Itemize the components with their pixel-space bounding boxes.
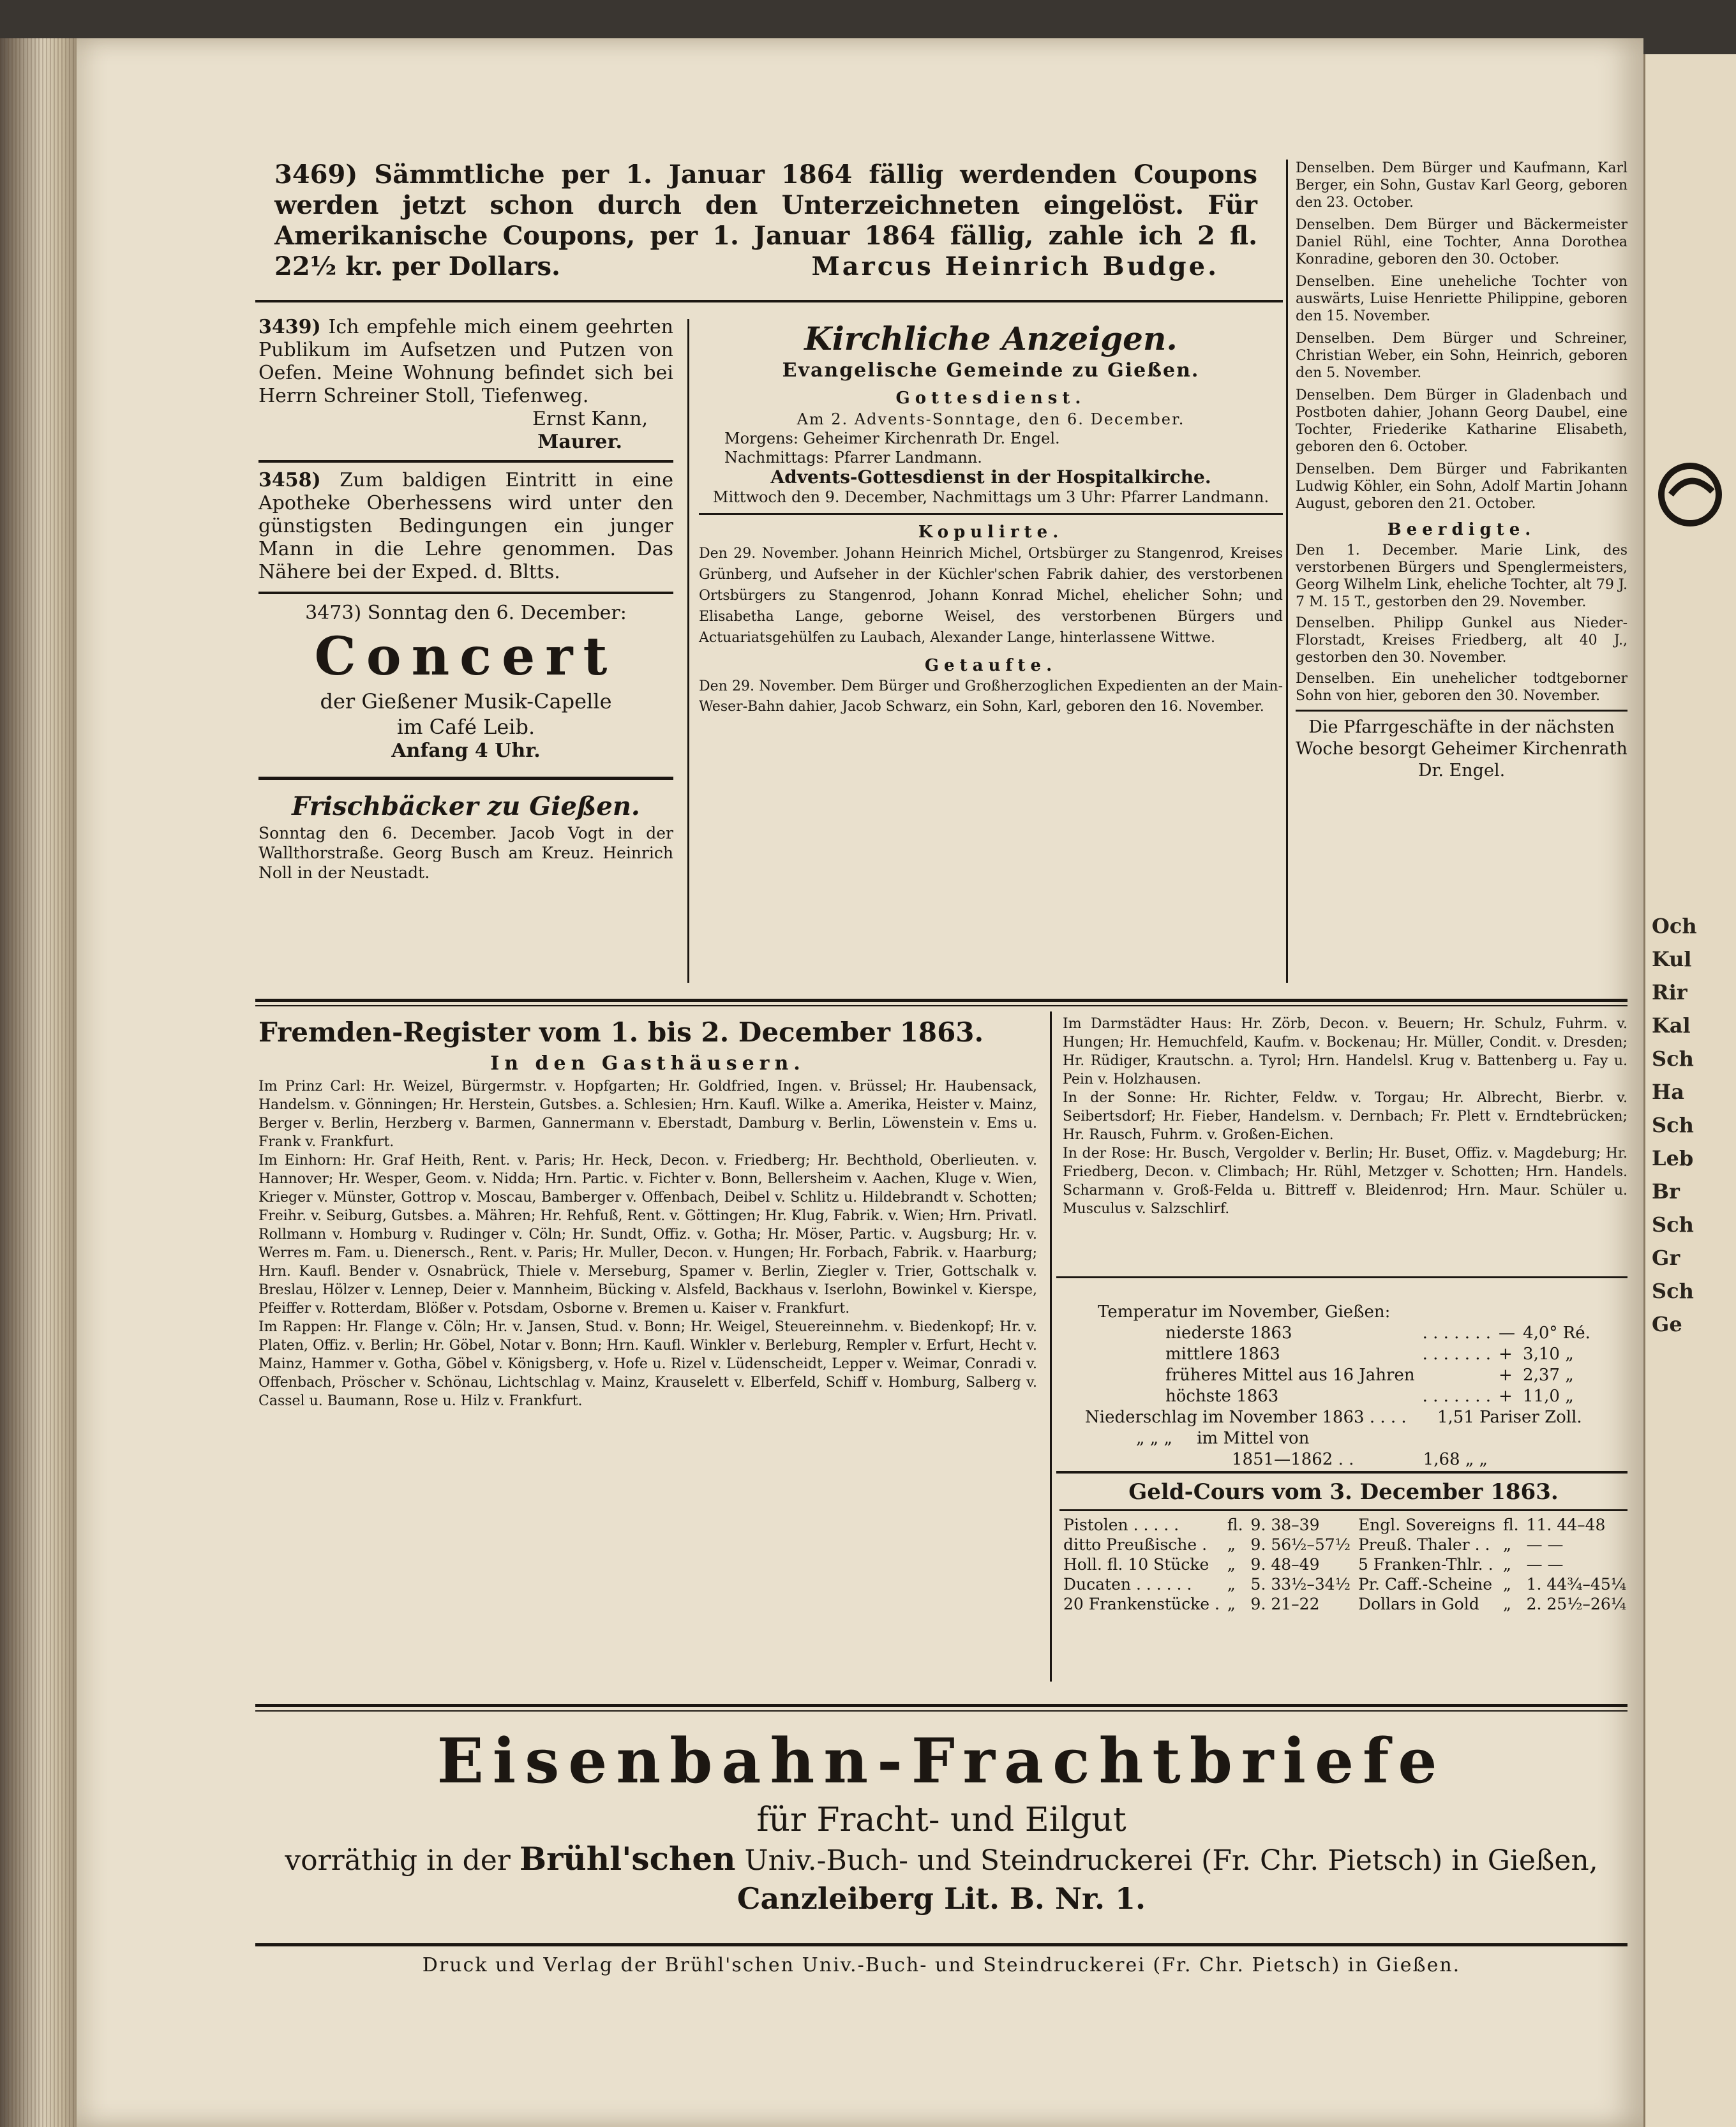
geld-row — [1059, 1574, 1630, 1594]
eisenbahn-line2-b: Brühl'schen — [519, 1840, 736, 1877]
ad-oefen-number: 3439) — [258, 316, 321, 338]
geld-table — [1059, 1515, 1630, 1614]
taufe-entry: Denselben. Dem Bürger und Bäckermeister Daniel Rühl, eine Tochter, Anna Dorothea Konradine, geboren den 30. October. — [1296, 217, 1627, 267]
advent-head: Advents-Gottesdienst in der Hospitalkirche. — [770, 466, 1211, 488]
pfarr-note: Die Pfarrgeschäfte in der nächsten Woche besorgt Geheimer Kirchenrath Dr. Engel. — [1296, 717, 1627, 780]
geld-cell: Dollars in Gold — [1358, 1595, 1479, 1613]
next-page-word: Kul — [1652, 947, 1692, 971]
rule-double — [258, 777, 673, 780]
fremden-sonne: In der Sonne: Hr. Richter, Feldw. v. Torgau; Hr. Albrecht, Bierbr. v. Seibertsdorf; Hr. Fieber, Handelsm. v. Dernbach; Fr. Plett v. Erndtebrücken; Hr. Rausch, Fuhrm. v. Großen-Eichen. — [1063, 1090, 1627, 1143]
temperatur-row — [1162, 1386, 1594, 1407]
fremden-title: Fremden-Register vom 1. bis 2. December 1863. — [258, 1017, 984, 1048]
next-page-word: Br — [1652, 1179, 1680, 1204]
kopulirte-text: Den 29. November. Johann Heinrich Michel, Ortsbürger zu Stangenrod, Kreises Grünberg, und Aufseher in der Küchler'schen Fabrik dahier, des verstorbenen Ortsbürgers zu Stangenrod, Johann Konrad Michel, ehelicher Sohn; und Elisabetha Lange, geborne Weisel, des verstorbenen Bürgers und Actuariatsgehülfen zu Laubach, Alexander Lange, hinterlassene Wittwe. — [699, 546, 1283, 646]
mittel-quotes: „ „ „ — [1136, 1429, 1172, 1448]
fremden-rappen: Im Rappen: Hr. Flange v. Cöln; Hr. v. Jansen, Stud. v. Bonn; Hr. Weigel, Steuereinnehm. v. Biedenkopf; Hr. v. Platen, Offiz. v. Berlin; Hr. Göbel, Notar v. Bonn; Hrn. Kaufl. Winkler v. Berleburg, Rempler v. Erfurt, Hecht v. Mainz, Hammer v. Gotha, Göbel v. Königsberg, v. Hofe u. Rizel v. Lüdenscheidt, Lepper v. Weimar, Conradi v. Offenbach, Pröscher v. Schönau, Lichtschlag v. Mainz, Krauselett v. Elberfeld, Schiff v. Homburg, Salberg v. Cassel u. Baumann, Rose u. Hilz v. Frankfurt. — [258, 1319, 1037, 1409]
temp-dots: . . . . . . . — [1422, 1324, 1492, 1343]
niederschlag-dots: . . . . — [1369, 1408, 1407, 1427]
mittel-years: 1851—1862 . . — [1232, 1450, 1354, 1469]
fremden-register — [258, 1015, 1037, 1410]
ad-oefen-job: Maurer. — [537, 431, 622, 453]
temperatur-row — [1162, 1323, 1594, 1344]
next-page-word: Sch — [1652, 1047, 1694, 1071]
temperatur-table — [1072, 1302, 1621, 1470]
next-page-text — [1645, 909, 1736, 1341]
geld-cell: „ — [1227, 1575, 1236, 1593]
ad-apotheke-number: 3458) — [258, 469, 321, 491]
geld-cell: Preuß. Thaler . . — [1358, 1535, 1490, 1554]
geld-cell: Pistolen . . . . . — [1063, 1516, 1179, 1534]
temp-dots: . . . . . . . — [1422, 1387, 1492, 1406]
geld-cell: Engl. Sovereigns — [1358, 1516, 1495, 1534]
geld-cell: „ — [1227, 1595, 1236, 1613]
geld-cell: „ — [1502, 1575, 1511, 1593]
eisenbahn-line1: für Fracht- und Eilgut — [756, 1801, 1126, 1839]
ad-coupons-signature: Marcus Heinrich Budge. — [811, 251, 1219, 281]
geld-cell: fl. — [1227, 1516, 1243, 1534]
gottesdienst-date: Am 2. Advents-Sonntage, den 6. December. — [797, 410, 1185, 428]
mittel-label: im Mittel von — [1197, 1429, 1310, 1448]
next-page-word: Rir — [1652, 980, 1687, 1004]
ad-coupons — [274, 160, 1257, 282]
geld-cell: „ — [1227, 1555, 1236, 1574]
eisenbahn-ad — [255, 1723, 1627, 1918]
geld-cell: 5 Franken-Thlr. . — [1358, 1555, 1493, 1574]
kopulirte-head: Kopulirte. — [918, 523, 1064, 542]
page-edges — [0, 38, 77, 2127]
next-page-word: Leb — [1652, 1146, 1694, 1170]
rule — [1056, 1471, 1627, 1474]
geld-cell: fl. — [1502, 1516, 1519, 1534]
geld-cell: 9. 48–49 — [1250, 1555, 1320, 1574]
eisenbahn-line2-a: vorräthig in der — [285, 1844, 511, 1877]
beerdigte-entry: Den 1. December. Marie Link, des verstorbenen Bürgers und Spenglermeisters, Georg Wilhelm Link, eheliche Tochter, alt 79 J. 7 M. 15 T., gestorben den 29. November. — [1296, 542, 1627, 610]
temp-label: früheres Mittel aus 16 Jahren — [1165, 1366, 1415, 1385]
next-page-word: Ha — [1652, 1080, 1684, 1104]
temp-dots: . . . . . . . — [1422, 1345, 1492, 1364]
temp-label: mittlere 1863 — [1165, 1345, 1280, 1364]
geld-cell: „ — [1502, 1535, 1511, 1554]
geld-cell: Ducaten . . . . . . — [1063, 1575, 1192, 1593]
temp-value: 4,0° Ré. — [1523, 1324, 1590, 1343]
ad-apotheke — [258, 469, 673, 584]
geld-cell: „ — [1227, 1535, 1236, 1554]
temp-value: 11,0 „ — [1523, 1387, 1574, 1406]
temperatur-row — [1162, 1365, 1594, 1386]
geld-cell: Holl. fl. 10 Stücke — [1063, 1555, 1209, 1574]
geld-row — [1059, 1555, 1630, 1574]
geld-cell: 9. 56½–57½ — [1250, 1535, 1351, 1554]
concert-line2: im Café Leib. — [396, 715, 535, 739]
frischbaecker-title: Frischbäcker zu Gießen. — [292, 791, 640, 821]
geld-cell: „ — [1502, 1595, 1511, 1613]
eisenbahn-line2-c: Univ.-Buch- und Steindruckerei (Fr. Chr. Pietsch) in Gießen, — [744, 1844, 1598, 1877]
getaufte-text: Den 29. November. Dem Bürger und Großherzoglichen Expedienten an der Main-Weser-Bahn dahier, Jacob Schwarz, ein Sohn, Karl, geboren den 16. November. — [699, 678, 1283, 715]
beerdigte-entry: Denselben. Philipp Gunkel aus Nieder-Florstadt, Kreises Friedberg, alt 40 J., gestorben den 30. November. — [1296, 615, 1627, 666]
ad-oefen-name: Ernst Kann, — [532, 408, 648, 430]
kirchliche-subtitle: Evangelische Gemeinde zu Gießen. — [782, 359, 1200, 382]
eisenbahn-line3: Canzleiberg Lit. B. Nr. 1. — [737, 1881, 1146, 1916]
kirchliche-title: Kirchliche Anzeigen. — [804, 320, 1178, 357]
next-page-word: Gr — [1652, 1246, 1680, 1270]
rule — [1059, 1509, 1627, 1511]
fremden-einhorn: Im Einhorn: Hr. Graf Heith, Rent. v. Paris; Hr. Heck, Decon. v. Friedberg; Hr. Bechthold, Oberlieuten. v. Hannover; Hr. Wesper, Geom. v. Nidda; Hrn. Partic. v. Fichter v. Bonn, Bellersheim v. Aachen, Kluge v. Wien, Krieger v. Münster, Gottrop v. Moscau, Bamberger v. Offenbach, Deibel v. Schlitz u. Hildebrandt v. Schotten; Freihr. v. Seiburg, Gutsbes. a. Mähren; Hr. Rehfuß, Rent. v. Göttingen; Hr. Klug, Fabrik. v. Wien; Hrn. Privatl. Rollmann v. Homburg v. Rudinger v. Cöln; Hr. Sundt, Offiz. v. Gotha; Hr. Möser, Partic. v. Augsburg; Hr. v. Werres m. Fam. u. Dienersch., Rent. v. Paris; Hr. Muller, Decon. v. Hungen; Hr. Forbach, Fabrik. v. Haarburg; Hrn. Kaufl. Bender v. Osnabrück, Thiele v. Merseburg, Spamer v. Berlin, Ziegler v. Trier, Gottschalk v. Breslau, Hölzer v. Lennep, Deier v. Mannheim, Bücking v. Alsfeld, Backhaus v. Iserlohn, Bowinkel v. Kierspe, Pfeiffer v. Rotterdam, Blößer v. Potsdam, Osborne v. Bremen u. Kaiser v. Frankfurt. — [258, 1153, 1037, 1317]
eisenbahn-title: Eisenbahn-Frachtbriefe — [437, 1725, 1446, 1797]
column-divider — [1286, 160, 1288, 983]
next-page-word: Och — [1652, 914, 1697, 938]
ad-concert — [258, 602, 673, 763]
temp-label: höchste 1863 — [1165, 1387, 1279, 1406]
geld-cell: 1. 44¾–45¼ — [1526, 1575, 1626, 1593]
geld-cell: 2. 25½–26¼ — [1526, 1595, 1626, 1613]
rule — [1296, 710, 1627, 712]
taufe-entry: Denselben. Dem Bürger und Schreiner, Christian Weber, ein Sohn, Heinrich, geboren den 5. November. — [1296, 331, 1627, 381]
temperatur-row — [1162, 1344, 1594, 1365]
mittel-value: 1,68 „ „ — [1423, 1450, 1488, 1469]
rule — [699, 513, 1283, 515]
next-page-edge — [1643, 54, 1736, 2127]
niederschlag-label: Niederschlag im November 1863 — [1085, 1408, 1365, 1427]
column-left — [258, 316, 673, 883]
temperatur-title: Temperatur im November, Gießen: — [1098, 1302, 1391, 1322]
rule — [258, 592, 673, 594]
geld-row — [1059, 1515, 1630, 1535]
geld-cell: Pr. Caff.-Scheine — [1358, 1575, 1493, 1593]
taufe-entry: Denselben. Eine uneheliche Tochter von auswärts, Luise Henriette Philippine, geboren den 15. November. — [1296, 274, 1627, 324]
newspaper-page — [77, 38, 1643, 2127]
rule — [1056, 1276, 1627, 1278]
fremden-prinz-carl: Im Prinz Carl: Hr. Weizel, Bürgermstr. v. Hopfgarten; Hr. Goldfried, Ingen. v. Brüssel; Hr. Haubensack, Handelsm. v. Gönningen; Hr. Herstein, Gutsbes. a. Schlesien; Hrn. Kaufl. Wilke a. Amerika, Heister v. Mainz, Berger v. Berlin, Herzberg v. Barmen, Gannermann v. Eberstadt, Damburg v. Berlin, Löwenstein v. Ems u. Frank v. Frankfurt. — [258, 1078, 1037, 1150]
temp-sign: + — [1499, 1387, 1513, 1406]
rule-middle-thin — [255, 1005, 1627, 1006]
next-page-word: Sch — [1652, 1213, 1694, 1237]
beerdigte-entry: Denselben. Ein unehelicher todtgeborner Sohn von hier, geboren den 30. November. — [1296, 671, 1627, 704]
ad-oefen — [258, 316, 673, 454]
geld-cell: ditto Preußische . — [1063, 1535, 1208, 1554]
temp-value: 3,10 „ — [1523, 1345, 1574, 1364]
niederschlag-value: 1,51 Pariser Zoll. — [1437, 1408, 1582, 1427]
rule-middle — [255, 999, 1627, 1002]
geld-cell: 5. 33½–34½ — [1250, 1575, 1351, 1593]
fremden-register-continued — [1063, 1015, 1627, 1218]
rule-bottom — [255, 1704, 1627, 1707]
temp-sign: + — [1499, 1366, 1513, 1385]
frischbaecker-text: Sonntag den 6. December. Jacob Vogt in der Wallthorstraße. Georg Busch am Kreuz. Heinrich Noll in der Neustadt. — [258, 824, 673, 882]
temp-value: 2,37 „ — [1523, 1366, 1574, 1385]
geld-cell: 9. 38–39 — [1250, 1516, 1320, 1534]
concert-title: Concert — [314, 626, 618, 687]
geld-cours — [1059, 1477, 1627, 1614]
fremden-subtitle: In den Gasthäusern. — [490, 1052, 805, 1075]
geld-cell: 9. 21–22 — [1250, 1595, 1320, 1613]
rule-top — [255, 300, 1283, 302]
beerdigte-head: Beerdigte. — [1387, 520, 1536, 539]
geld-cell: — — — [1526, 1535, 1564, 1554]
next-page-word: Ge — [1652, 1312, 1682, 1336]
ad-apotheke-text: Zum baldigen Eintritt in eine Apotheke Oberhessens wird unter den günstigsten Bedingungen ein junger Mann in die Lehre genommen. Das Nähere bei der Exped. d. Bltts. — [258, 469, 673, 583]
temp-label: niederste 1863 — [1165, 1324, 1292, 1343]
concert-line1: der Gießener Musik-Capelle — [320, 689, 612, 713]
geld-row — [1059, 1535, 1630, 1555]
rule — [258, 460, 673, 463]
geld-row — [1059, 1594, 1630, 1614]
column-divider — [687, 319, 689, 983]
geld-cell: 11. 44–48 — [1526, 1516, 1606, 1534]
fremden-darmstaedter: Im Darmstädter Haus: Hr. Zörb, Decon. v. Beuern; Hr. Schulz, Fuhrm. v. Hungen; Hr. Hemuchfeld, Kaufm. v. Bockenau; Hr. Müller, Condit. v. Dresden; Hr. Rüdiger, Krautschn. a. Tyrol; Hrn. Handelsl. Krug v. Battenberg u. Fay u. Pein v. Holzhausen. — [1063, 1016, 1627, 1087]
ad-coupons-number: 3469) — [274, 160, 358, 190]
gottesdienst-morgens: Morgens: Geheimer Kirchenrath Dr. Engel. — [724, 429, 1060, 447]
next-page-word: Kal — [1652, 1013, 1691, 1038]
gottesdienst-head: Gottesdienst. — [895, 389, 1086, 408]
ad-oefen-text: Ich empfehle mich einem geehrten Publikum im Aufsetzen und Putzen von Oefen. Meine Wohnung befindet sich bei Herrn Schreiner Stoll, Tiefenweg. — [258, 316, 674, 407]
gottesdienst-nachmittags: Nachmittags: Pfarrer Landmann. — [724, 449, 982, 466]
geld-cell: — — — [1526, 1555, 1564, 1574]
concert-header: 3473) Sonntag den 6. December: — [305, 602, 627, 624]
temperatur-rows — [1162, 1323, 1594, 1407]
column-middle — [699, 319, 1283, 717]
geld-cell: 20 Frankenstücke . — [1063, 1595, 1220, 1613]
temp-sign: — — [1499, 1324, 1516, 1343]
advent-text: Mittwoch den 9. December, Nachmittags um 3 Uhr: Pfarrer Landmann. — [712, 488, 1269, 506]
fremden-rose: In der Rose: Hr. Busch, Vergolder v. Berlin; Hr. Buset, Offiz. v. Magdeburg; Hr. Friedberg, Decon. v. Climbach; Hr. Rühl, Metzger v. Schotten; Hrn. Handels. Scharmann v. Groß-Felda u. Bittreff v. Bleidenrod; Hrn. Maur. Schüler u. Musculus v. Salzschlirf. — [1063, 1146, 1627, 1217]
column-right — [1296, 160, 1627, 782]
temp-sign: + — [1499, 1345, 1513, 1364]
getaufte-head: Getaufte. — [924, 656, 1058, 675]
next-page-word: Sch — [1652, 1279, 1694, 1303]
rule-bottom-thin — [255, 1710, 1627, 1712]
rule-imprint — [255, 1943, 1627, 1946]
concert-line3: Anfang 4 Uhr. — [391, 740, 541, 762]
taufe-entry: Denselben. Dem Bürger und Kaufmann, Karl Berger, ein Sohn, Gustav Karl Georg, geboren den 23. October. — [1296, 160, 1627, 211]
taufe-entry: Denselben. Dem Bürger und Fabrikanten Ludwig Köhler, ein Sohn, Adolf Martin Johann August, geboren den 21. October. — [1296, 461, 1627, 512]
geld-title: Geld-Cours vom 3. December 1863. — [1128, 1479, 1559, 1505]
next-page-word: Sch — [1652, 1113, 1694, 1137]
imprint: Druck und Verlag der Brühl'schen Univ.-Buch- und Steindruckerei (Fr. Chr. Pietsch) in Gießen. — [422, 1954, 1461, 1976]
column-divider — [1050, 1011, 1052, 1682]
next-page-logo-icon — [1652, 456, 1728, 533]
geld-cell: „ — [1502, 1555, 1511, 1574]
temp-dots — [1419, 1365, 1495, 1386]
frischbaecker — [258, 790, 673, 883]
taufe-entry: Denselben. Dem Bürger in Gladenbach und Postboten dahier, Johann Georg Daubel, eine Tochter, Friederike Katharine Elisabeth, geboren den 6. October. — [1296, 387, 1627, 455]
ad-coupons-text: Sämmtliche per 1. Januar 1864 fällig werdenden Coupons werden jetzt schon durch den Unterzeichneten eingelöst. Für Amerikanische Coupons, per 1. Januar 1864 fällig, zahle ich 2 fl. 22½ kr. per Dollars. — [274, 160, 1257, 281]
